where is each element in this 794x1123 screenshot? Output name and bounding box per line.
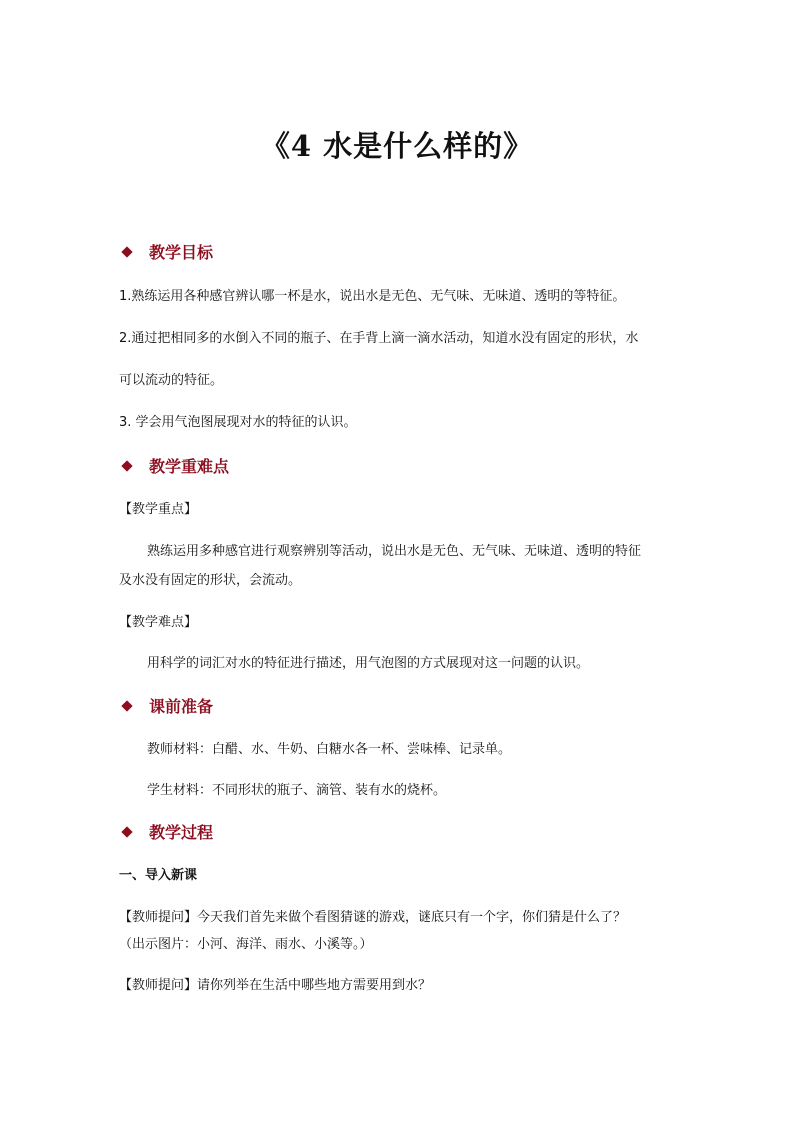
difficulty-label: 【教学难点】	[119, 615, 198, 630]
diamond-bullet-icon	[121, 460, 132, 471]
section-heading-key-points	[120, 454, 229, 477]
section-heading-label: 课前准备	[149, 697, 214, 716]
focus-line-2: 及水没有固定的形状，会流动。	[119, 573, 302, 588]
teacher-question-1-note: （出示图片：小河、海洋、雨水、小溪等。）	[119, 937, 373, 952]
section-heading-label: 教学重难点	[149, 457, 230, 476]
section-heading-process	[120, 820, 213, 843]
focus-line-1: 熟练运用多种感官进行观察辨别等活动，说出水是无色、无气味、无味道、透明的特征	[147, 544, 642, 559]
sub-heading-intro: 一、导入新课	[119, 868, 198, 883]
diamond-bullet-icon	[121, 700, 132, 711]
goal-item-3: 3. 学会用气泡图展现对水的特征的认识。	[119, 415, 357, 430]
section-heading-preparation	[120, 694, 213, 717]
focus-label: 【教学重点】	[119, 502, 198, 517]
section-heading-label: 教学过程	[149, 823, 214, 842]
page-title: 《4 水是什么样的》	[260, 129, 534, 163]
goal-item-2: 2.通过把相同多的水倒入不同的瓶子、在手背上滴一滴水活动，知道水没有固定的形状，水	[119, 331, 639, 346]
diamond-bullet-icon	[121, 826, 132, 837]
goal-item-1: 1.熟练运用各种感官辨认哪一杯是水，说出水是无色、无气味、无味道、透明的等特征。	[119, 289, 626, 304]
teacher-question-1: 【教师提问】今天我们首先来做个看图猜谜的游戏，谜底只有一个字，你们猜是什么了？	[119, 910, 627, 925]
goal-item-2-continued: 可以流动的特征。	[119, 373, 224, 388]
teacher-question-2: 【教师提问】请你列举在生活中哪些地方需要用到水？	[119, 978, 432, 993]
teacher-materials: 教师材料：白醋、水、牛奶、白糖水各一杯、尝味棒、记录单。	[147, 742, 512, 757]
student-materials: 学生材料：不同形状的瓶子、滴管、装有水的烧杯。	[147, 783, 447, 798]
section-heading-label: 教学目标	[149, 243, 214, 262]
diamond-bullet-icon	[121, 246, 132, 257]
section-heading-goals	[120, 240, 213, 263]
difficulty-line: 用科学的词汇对水的特征进行描述，用气泡图的方式展现对这一问题的认识。	[147, 656, 590, 671]
